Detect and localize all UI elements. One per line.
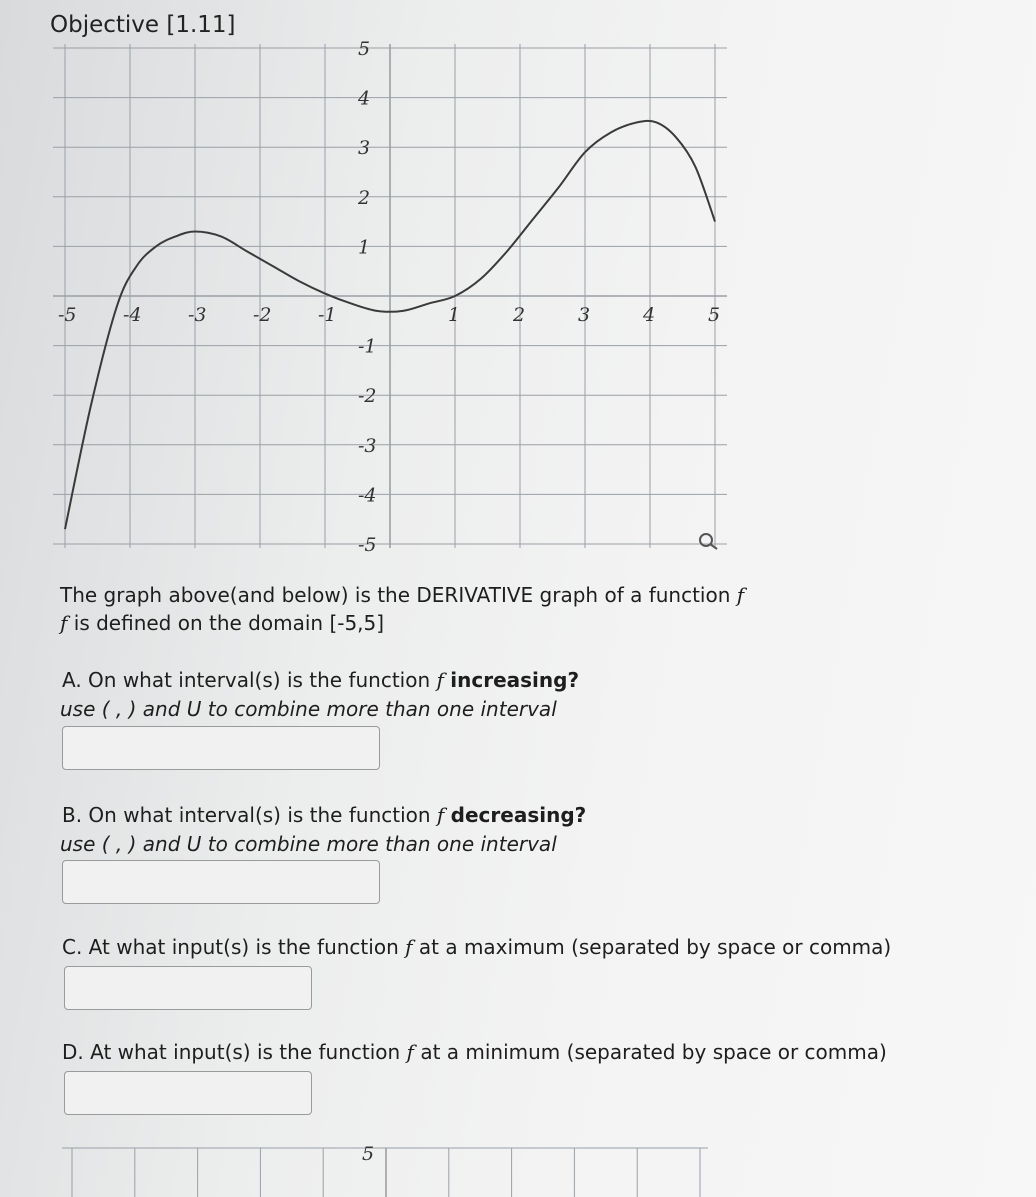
- question-c-rest: at a maximum (separated by space or comma): [418, 935, 892, 959]
- x-tick-label: -1: [318, 304, 337, 326]
- derivative-graph: [0, 0, 1036, 570]
- function-symbol: f: [406, 1040, 414, 1064]
- answer-a-input[interactable]: [62, 726, 380, 770]
- y-tick-label-5: 5: [362, 1143, 375, 1165]
- y-tick-label: 4: [358, 87, 371, 110]
- answer-d-input[interactable]: [64, 1071, 312, 1115]
- function-symbol: f: [60, 611, 68, 635]
- y-tick-label: -5: [358, 534, 377, 556]
- x-tick-label: -3: [188, 304, 207, 326]
- y-tick-label: -1: [358, 335, 377, 358]
- x-tick-label: 2: [513, 304, 526, 326]
- y-tick-label: -3: [358, 434, 377, 457]
- question-b: [62, 803, 586, 827]
- answer-c-input[interactable]: [64, 966, 312, 1010]
- x-tick-label: 3: [578, 304, 591, 326]
- y-tick-label: -4: [358, 484, 377, 507]
- question-a: [62, 668, 579, 692]
- question-b-hint: use ( , ) and U to combine more than one interval: [60, 832, 557, 856]
- tick-labels: [58, 38, 720, 556]
- page-title: Objective [1.11]: [50, 12, 236, 38]
- question-d: [62, 1040, 887, 1064]
- x-tick-label: 4: [643, 304, 656, 326]
- x-tick-label: 1: [448, 304, 461, 326]
- function-symbol: f: [436, 803, 445, 827]
- intro-text: The graph above(and below) is the DERIVATIVE graph of a function: [60, 583, 731, 607]
- domain-text: is defined on the domain [-5,5]: [73, 611, 385, 635]
- question-a-keyword: increasing?: [450, 668, 580, 692]
- x-tick-label: -5: [58, 304, 77, 326]
- function-symbol: f: [405, 935, 413, 959]
- question-c: [62, 935, 891, 959]
- x-tick-label: -4: [123, 304, 142, 326]
- y-tick-label: 1: [358, 236, 371, 259]
- intro-line-1: [60, 583, 744, 607]
- y-tick-label: -2: [358, 385, 377, 408]
- function-symbol: f: [736, 583, 745, 607]
- question-d-text: D. At what input(s) is the function: [62, 1040, 401, 1064]
- question-a-hint: use ( , ) and U to combine more than one interval: [60, 697, 557, 721]
- question-d-rest: at a minimum (separated by space or comma): [420, 1040, 887, 1064]
- question-b-keyword: decreasing?: [450, 803, 587, 827]
- y-tick-label: 2: [358, 186, 371, 209]
- zoom-icon[interactable]: [700, 534, 717, 549]
- intro-line-2: [60, 611, 384, 635]
- question-b-text: B. On what interval(s) is the function: [62, 803, 431, 827]
- answer-b-input[interactable]: [62, 860, 380, 904]
- grid-lines: [53, 44, 727, 548]
- y-tick-label: 5: [358, 38, 371, 60]
- x-tick-label: -2: [253, 304, 272, 326]
- function-symbol: f: [436, 668, 444, 692]
- y-tick-label: 3: [358, 137, 371, 160]
- question-a-text: A. On what interval(s) is the function: [62, 668, 431, 692]
- x-tick-label: 5: [708, 304, 721, 326]
- grid-lines-repeat: [62, 1148, 708, 1197]
- question-c-text: C. At what input(s) is the function: [62, 935, 399, 959]
